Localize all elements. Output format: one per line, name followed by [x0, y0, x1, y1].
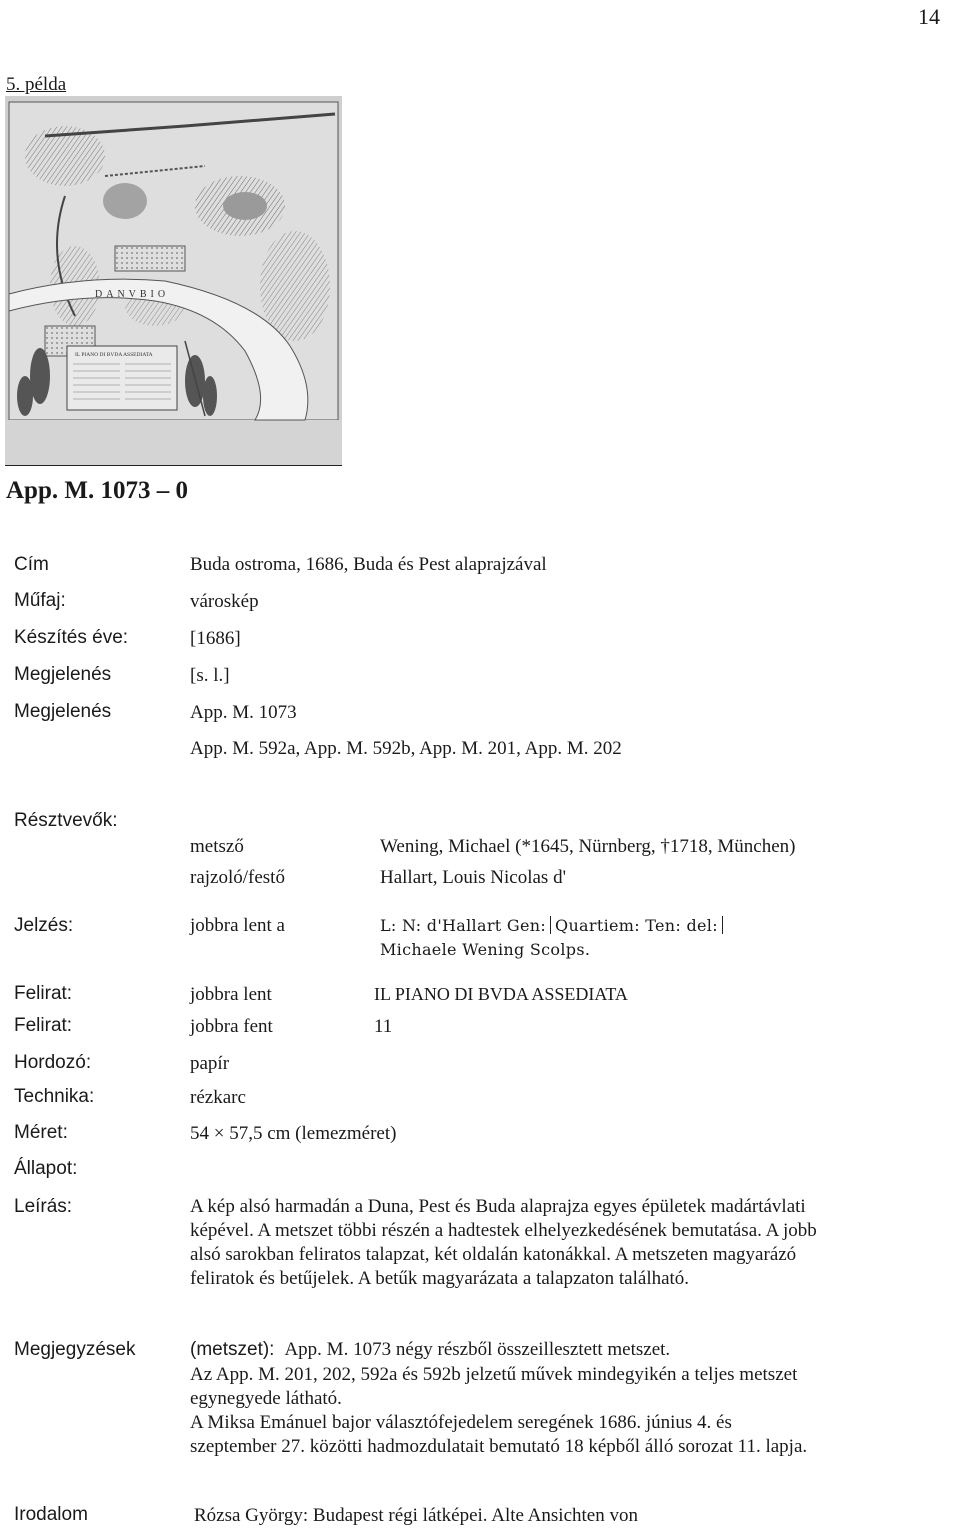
value-megjelenes-2-related: App. M. 592a, App. M. 592b, App. M. 201, App. M. 202: [190, 738, 622, 759]
record-id-heading: App. M. 1073 – 0: [6, 477, 188, 504]
label-irodalom: Irodalom: [14, 1504, 88, 1525]
label-megjelenes-1: Megjelenés: [14, 664, 112, 685]
participant-role: metsző: [190, 836, 244, 857]
label-meret: Méret:: [14, 1122, 68, 1143]
label-mufaj: Műfaj:: [14, 590, 66, 611]
value-jelzes-position: jobbra lent a: [190, 915, 285, 936]
value-megjelenes-1: [s. l.]: [190, 665, 230, 686]
label-felirat-1: Felirat:: [14, 983, 73, 1004]
label-allapot: Állapot:: [14, 1158, 78, 1179]
value-cim: Buda ostroma, 1686, Buda és Pest alaprajzával: [190, 554, 547, 575]
value-megjelenes-2: App. M. 1073: [190, 702, 297, 723]
value-irodalom: Rózsa György: Budapest régi látképei. Alte Ansichten von: [194, 1505, 638, 1526]
jelzes-text-part2: Quartiem: Ten: del:: [555, 916, 718, 935]
megjegyzesek-para2: Az App. M. 201, 202, 592a és 592b jelzetű művek mindegyikén a teljes metszet egynegyede látható.: [190, 1364, 798, 1409]
page-number: 14: [918, 4, 940, 29]
participant-role: rajzoló/festő: [190, 867, 285, 888]
label-megjelenes-2: Megjelenés: [14, 701, 112, 722]
label-hordozo: Hordozó:: [14, 1052, 92, 1073]
value-mufaj: városkép: [190, 591, 259, 612]
figure-divider: [5, 465, 342, 466]
label-resztvevok: Résztvevők:: [14, 810, 118, 831]
jelzes-text-part1: L: N: d'Hallart Gen:: [380, 916, 547, 935]
label-cim: Cím: [14, 554, 49, 575]
megjegyzesek-line1: App. M. 1073 négy részből összeillesztett metszet.: [284, 1339, 671, 1360]
line-separator: [550, 916, 551, 934]
line-separator: [722, 916, 723, 934]
value-felirat-2-position: jobbra fent: [190, 1016, 273, 1037]
value-felirat-2-text: 11: [374, 1016, 393, 1037]
jelzes-text: [380, 916, 727, 935]
label-leiras: Leírás:: [14, 1196, 73, 1217]
megjegyzesek-prefix: (metszet):: [190, 1339, 275, 1360]
label-keszites: Készítés éve:: [14, 627, 129, 648]
map-engraving-image: [5, 96, 342, 466]
label-felirat-2: Felirat:: [14, 1015, 73, 1036]
value-felirat-1-position: jobbra lent: [190, 984, 272, 1005]
value-leiras: A kép alsó harmadán a Duna, Pest és Buda alaprajza egyes épületek madártávlati képével. A metszet többi részén a hadtestek elhelyezkedésének bemutatása. A jobb alsó sarokban feliratos talapzat, két oldalán katonákkal. A metszeten magyarázó feliratok és betűjelek. A betűk magyarázata a talapzaton található.: [190, 1196, 817, 1289]
jelzes-text-line2: Michaele Wening Scolps.: [380, 940, 591, 959]
label-megjegyzesek: Megjegyzések: [14, 1339, 136, 1360]
value-technika: rézkarc: [190, 1087, 246, 1108]
example-label: 5. példa: [6, 74, 67, 95]
cartouche-label: IL PIANO DI BVDA ASSEDIATA: [75, 352, 153, 358]
participant-name: Wening, Michael (*1645, Nürnberg, †1718, München): [380, 836, 796, 857]
participant-name: Hallart, Louis Nicolas d': [380, 867, 566, 888]
value-meret: 54 × 57,5 cm (lemezméret): [190, 1123, 397, 1144]
value-felirat-1-text: IL PIANO DI BVDA ASSEDIATA: [374, 984, 628, 1004]
label-technika: Technika:: [14, 1086, 95, 1107]
value-hordozo: papír: [190, 1053, 230, 1074]
label-jelzes: Jelzés:: [14, 915, 74, 936]
megjegyzesek-para3: A Miksa Emánuel bajor választófejedelem seregének 1686. június 4. és szeptember 27. közötti hadmozdulatait bemutató 18 képből álló sorozat 11. lapja.: [190, 1412, 808, 1457]
value-keszites: [1686]: [190, 628, 241, 649]
megjegyzesek-first-line: [190, 1339, 670, 1361]
river-label: DANVBIO: [95, 289, 170, 300]
